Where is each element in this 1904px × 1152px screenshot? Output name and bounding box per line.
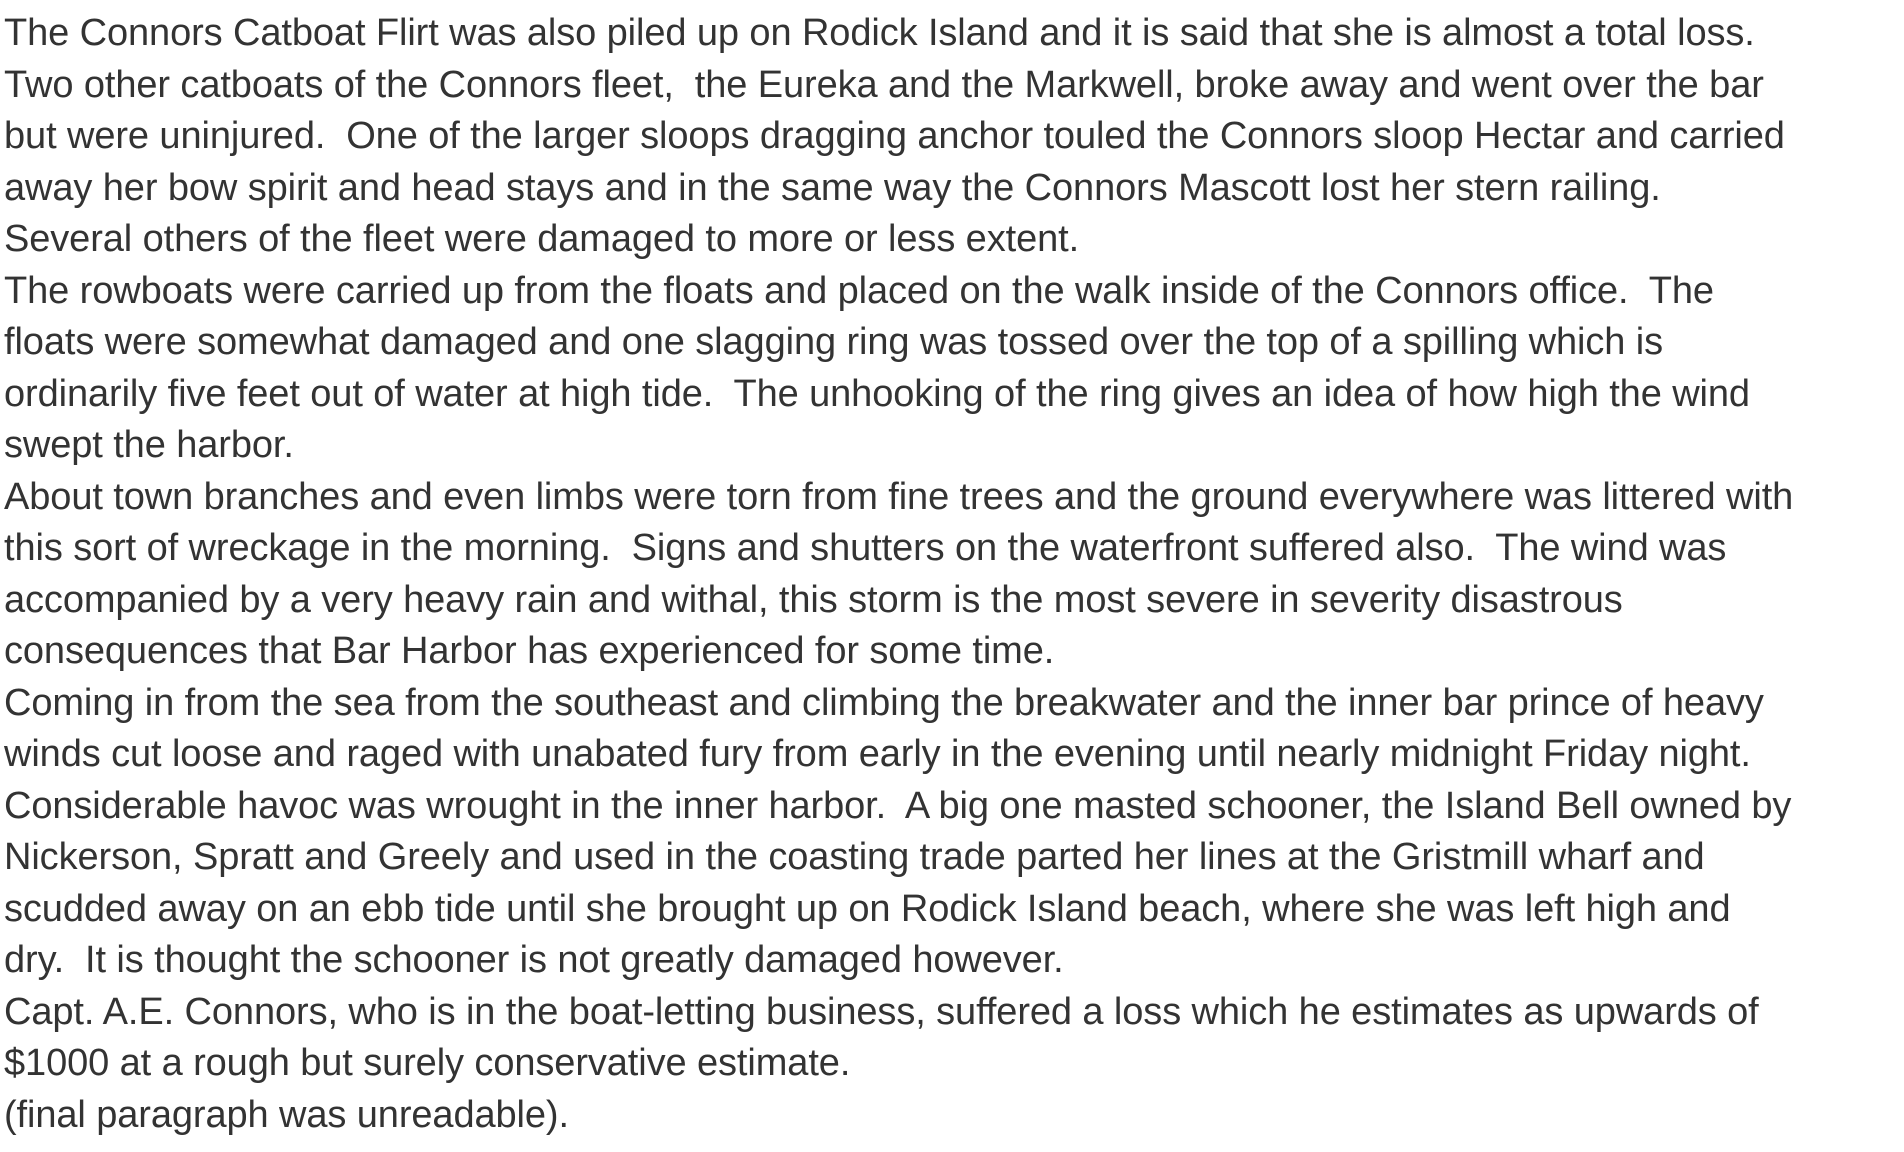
text-line: Two other catboats of the Connors fleet, the Eureka and the Markwell, broke away and went over the bar: [4, 63, 1764, 106]
text-line: ordinarily five feet out of water at high tide. The unhooking of the ring gives an idea of how high the wind: [4, 372, 1750, 415]
text-line: accompanied by a very heavy rain and withal, this storm is the most severe in severity disastrous: [4, 578, 1623, 621]
text-line: but were uninjured. One of the larger sloops dragging anchor touled the Connors sloop Hectar and carried: [4, 115, 1785, 157]
text-line: floats were somewhat damaged and one slagging ring was tossed over the top of a spilling which is: [4, 321, 1664, 363]
text-line: scudded away on an ebb tide until she brought up on Rodick Island beach, where she was left high and: [4, 887, 1731, 930]
text-line: dry. It is thought the schooner is not greatly damaged however.: [4, 939, 1064, 981]
text-line: Nickerson, Spratt and Greely and used in the coasting trade parted her lines at the Gristmill wharf and: [4, 836, 1705, 878]
text-line: About town branches and even limbs were torn from fine trees and the ground everywhere was littered with: [4, 475, 1794, 518]
text-line: away her bow spirit and head stays and in the same way the Connors Mascott lost her stern railing.: [4, 166, 1661, 209]
text-line: Capt. A.E. Connors, who is in the boat-letting business, suffered a loss which he estimates as upwards of: [4, 990, 1759, 1033]
article-text: [4, 8, 1900, 1141]
text-line: consequences that Bar Harbor has experienced for some time.: [4, 630, 1055, 672]
text-line: The Connors Catboat Flirt was also piled up on Rodick Island and it is said that she is almost a total loss.: [4, 12, 1755, 54]
text-line: swept the harbor.: [4, 424, 294, 466]
text-line: winds cut loose and raged with unabated fury from early in the evening until nearly midnight Friday night.: [4, 733, 1751, 775]
text-line: Coming in from the sea from the southeast and climbing the breakwater and the inner bar prince of heavy: [4, 681, 1764, 724]
text-line: Considerable havoc was wrought in the inner harbor. A big one masted schooner, the Island Bell owned by: [4, 784, 1792, 827]
text-line: (final paragraph was unreadable).: [4, 1093, 569, 1136]
text-line: The rowboats were carried up from the floats and placed on the walk inside of the Connors office. The: [4, 269, 1714, 312]
text-line: this sort of wreckage in the morning. Signs and shutters on the waterfront suffered also. The wind was: [4, 527, 1727, 569]
text-line: Several others of the fleet were damaged to more or less extent.: [4, 218, 1080, 260]
text-line: $1000 at a rough but surely conservative estimate.: [4, 1042, 851, 1084]
